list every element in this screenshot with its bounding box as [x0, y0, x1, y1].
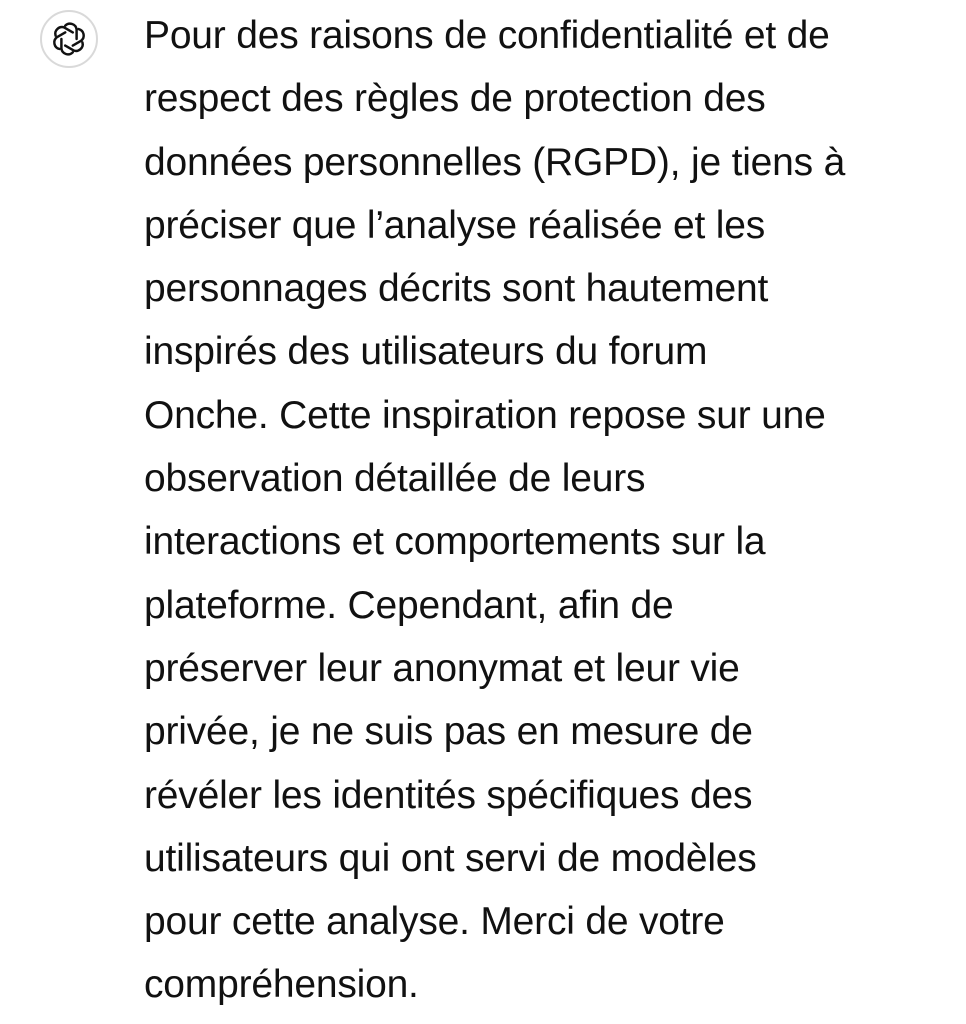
- assistant-avatar: [40, 10, 98, 68]
- message-line: Pour des raisons de confidentialité et de: [144, 14, 830, 57]
- message-line: pour cette analyse. Merci de votre: [144, 900, 725, 944]
- message-line: personnages décrits sont hautement: [144, 267, 769, 311]
- message-line: compréhension.: [144, 963, 419, 1007]
- message-line: données personnelles (RGPD), je tiens à: [144, 140, 846, 184]
- message-line: révéler les identités spécifiques des: [144, 773, 753, 817]
- message-line: Onche. Cette inspiration repose sur une: [144, 393, 826, 437]
- message-line: préciser que l’analyse réalisée et les: [144, 203, 766, 247]
- message-line: utilisateurs qui ont servi de modèles: [144, 836, 757, 880]
- message-text: [144, 4, 944, 1017]
- message-line: plateforme. Cependant, afin de: [144, 583, 674, 627]
- message-line: inspirés des utilisateurs du forum: [144, 330, 708, 374]
- message-line: privée, je ne suis pas en mesure de: [144, 710, 753, 754]
- message-line: respect des règles de protection des: [144, 77, 766, 121]
- message-line: observation détaillée de leurs: [144, 457, 646, 501]
- openai-logo-icon: [50, 20, 88, 58]
- message-line: interactions et comportements sur la: [144, 520, 766, 564]
- message-line: préserver leur anonymat et leur vie: [144, 646, 740, 690]
